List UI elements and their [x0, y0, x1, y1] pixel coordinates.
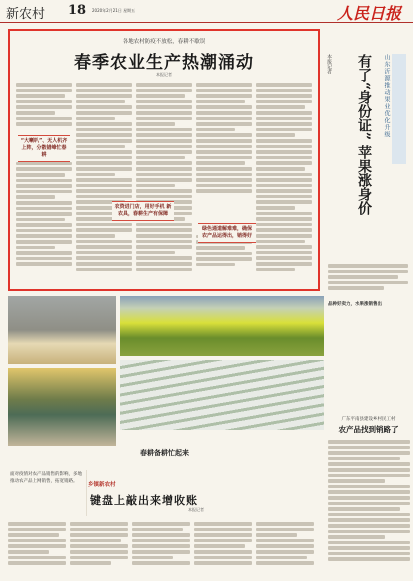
feature-kicker: 各地农村防疫不放松，春耕不歇误: [122, 39, 206, 45]
body-column: [136, 83, 192, 285]
ecommerce-byline: 本报记者: [188, 507, 204, 512]
body-column: [256, 83, 312, 285]
ecommerce-column-label: 乡镇新农村: [88, 482, 116, 488]
produce-sales-article[interactable]: [324, 414, 413, 581]
produce-kicker: 广东平南县建设乡村民工村: [341, 417, 396, 422]
greenhouse-photo: [120, 360, 324, 430]
body-column: [76, 83, 132, 285]
ecommerce-summary: 面对疫情对农产品销售的影响，多地推动农产品上网销售，拓宽销路。: [10, 472, 82, 484]
apple-headline: 有了“身份证” 苹果涨身价: [356, 54, 372, 215]
newspaper-logo: 人民日报: [336, 4, 401, 23]
rapeseed-field-photo: [120, 296, 324, 356]
apple-article[interactable]: [324, 24, 413, 324]
feature-subhead: 农资进门店，用好手机 新农具，春耕生产有保障: [112, 201, 174, 221]
apple-kicker-band: [392, 54, 406, 164]
highlighted-feature-article[interactable]: [8, 29, 320, 291]
egg-sorting-photo: [8, 296, 116, 364]
photo-caption: 春耕备耕忙起来: [140, 448, 189, 457]
ecommerce-article[interactable]: [8, 470, 320, 581]
feature-subhead: 绿色通道解难难，确保 农产品运得出，销得好: [198, 223, 256, 243]
publication-date: 2020年2月21日 星期五: [92, 8, 136, 13]
feature-byline: 本报记者: [156, 72, 172, 77]
feature-body: [16, 83, 314, 285]
feature-subhead: “大喇叭”、无人机齐上阵，分散错峰忙春耕: [18, 135, 70, 162]
farmers-photo: [8, 368, 116, 446]
ecommerce-summary-box: [8, 470, 87, 516]
section-name: 新农村: [6, 7, 46, 22]
photo-spread: [8, 296, 324, 446]
ecommerce-body: [8, 522, 320, 581]
apple-subhead: 品种好卖力，水果涨销售出: [328, 302, 382, 307]
produce-headline: 农产品找到销路了: [338, 425, 399, 434]
ecommerce-headline: 键盘上敲出来增收账: [90, 494, 198, 507]
feature-headline: 春季农业生产热潮涌动: [74, 53, 254, 73]
page-number: 18: [68, 3, 87, 18]
apple-byline: 本报记者: [326, 54, 332, 74]
produce-body: [328, 440, 410, 563]
apple-kicker: 山东沂源推动果业优化升级: [383, 54, 390, 138]
body-column: [196, 83, 252, 285]
masthead: [0, 0, 413, 23]
apple-body: [328, 264, 408, 292]
body-column: [16, 83, 72, 285]
